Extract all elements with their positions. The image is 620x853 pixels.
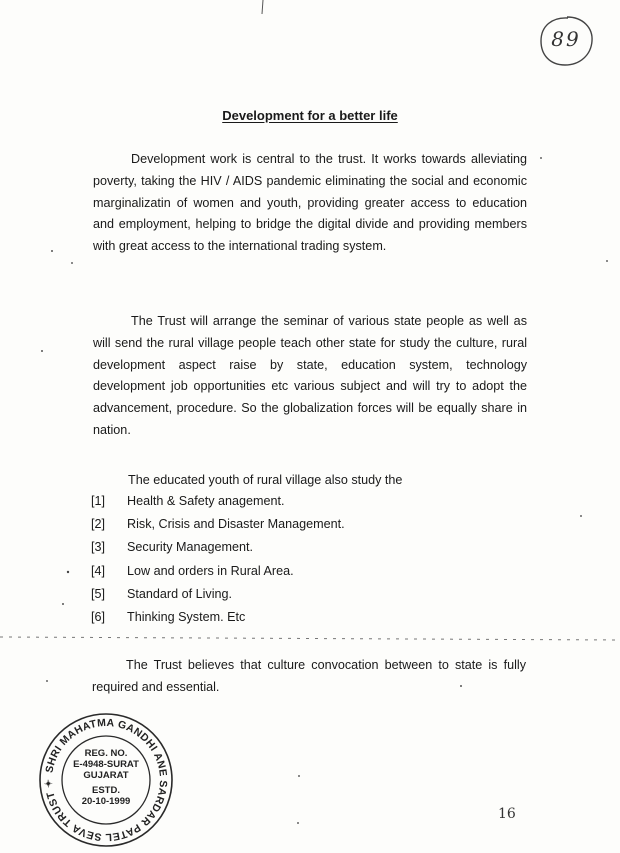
list-intro: The educated youth of rural village also study the	[128, 473, 403, 487]
list-item-text: Thinking System. Etc	[127, 609, 246, 624]
seal-state: GUJARAT	[83, 770, 129, 781]
list-item-number: [2]	[91, 517, 106, 532]
list-item-number: [4]	[91, 563, 106, 578]
paragraph-convocation: The Trust believes that culture convocation between to state is fully required and essential.	[92, 658, 526, 694]
document-title: Development for a better life	[222, 108, 398, 123]
list-item-text: Health & Safety anagement.	[127, 494, 285, 508]
seal-reg-label: REG. NO.	[84, 748, 128, 759]
handwritten-number-text: 89	[551, 27, 581, 51]
list-item-number: [5]	[91, 586, 106, 601]
seal-estd-label: ESTD.	[92, 785, 120, 796]
seal-ring-text: SHRI MAHATMA GANDHI ANE SARDAR PATEL SEVA TRUST ✦	[42, 716, 170, 844]
list-item-text: Low and orders in Rural Area.	[127, 563, 294, 578]
list-item-text: Standard of Living.	[127, 586, 233, 601]
list-item-text: Security Management.	[127, 540, 253, 555]
list-item-number: [6]	[91, 609, 106, 624]
seal-reg-number: E-4948-SURAT	[73, 759, 139, 770]
list-item-number: [3]	[91, 540, 106, 555]
paragraph-seminar: The Trust will arrange the seminar of various state people as well as will send the rural village people teach other state for study the culture, rural development aspect raise by state, education system, technology development job opportunities etc various subject and will try to adopt the advancement, procedure. So the globalization forces will be equally share in nation.	[93, 314, 527, 437]
list-item-text: Risk, Crisis and Disaster Management.	[127, 517, 345, 532]
paragraph-development: Development work is central to the trust. It works towards alleviating poverty, taking the HIV / AIDS pandemic eliminating the social and economic marginalizatin of women and youth, providing greater access to education and employment, helping to bridge the digital divide and providing members with great access to the international trading system.	[93, 152, 527, 254]
page-number: 16	[498, 806, 516, 822]
seal-estd-date: 20-10-1999	[81, 796, 131, 807]
list-item-number: [1]	[91, 494, 106, 508]
